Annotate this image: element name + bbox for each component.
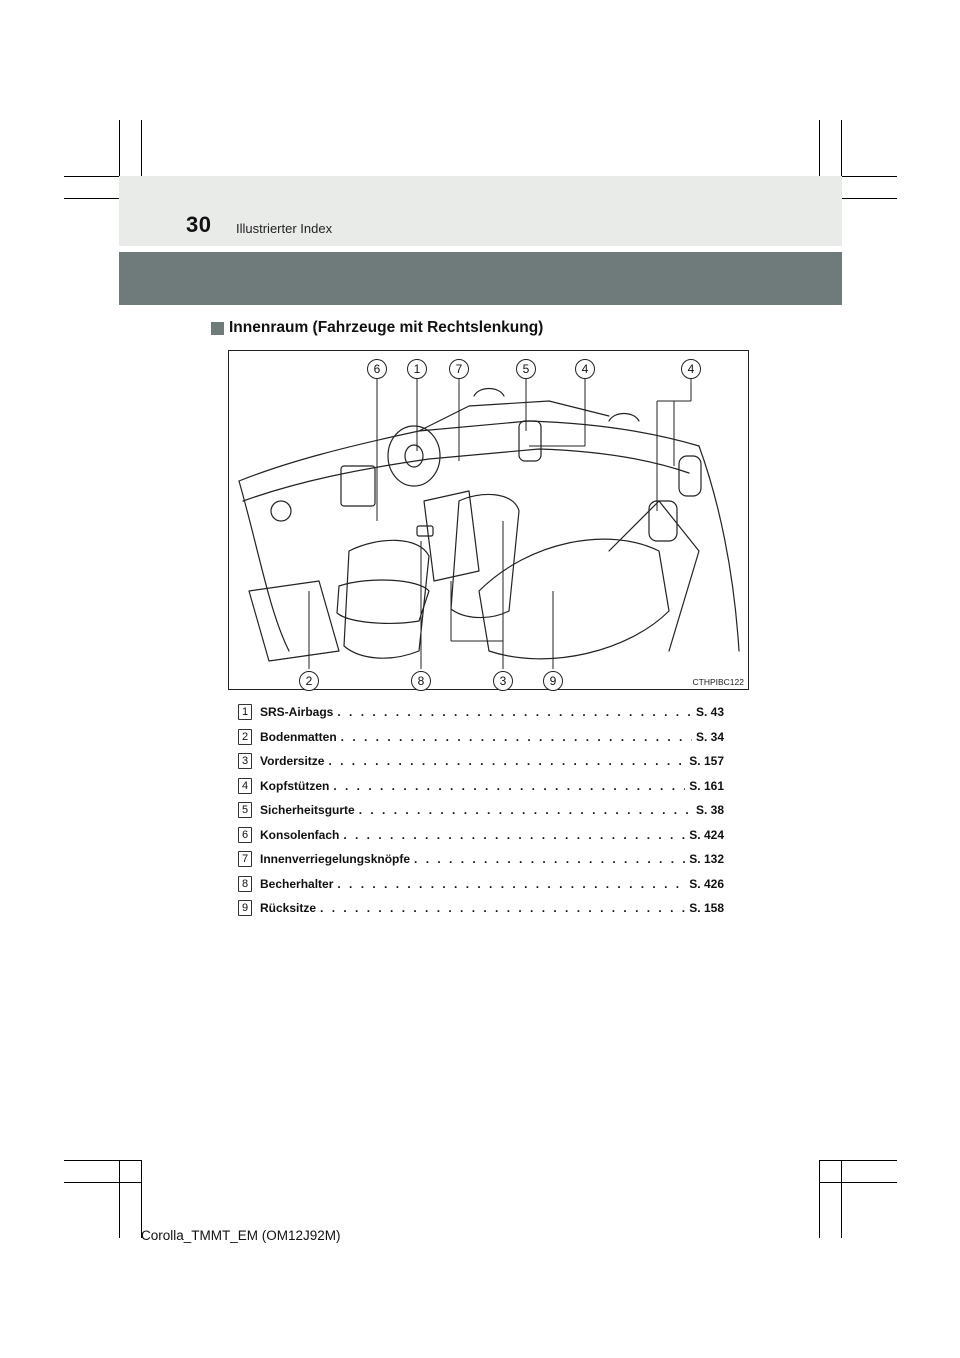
item-label: Konsolenfach [260,827,340,842]
index-item [238,751,724,771]
callout-number: 2 [299,671,319,691]
grab-handle [474,389,504,397]
floor-mat [249,581,339,661]
item-label: Kopfstützen [260,778,330,793]
item-number-badge: 5 [238,802,252,818]
dot-leader [359,803,692,817]
passenger-seat-back [344,540,429,658]
steering-wheel [388,426,440,486]
section-heading [211,319,543,337]
callout-number: 4 [681,359,701,379]
page-number: 30 [186,212,212,237]
rear-seat-back [609,501,699,651]
item-label: Vordersitze [260,754,325,768]
item-page-reference[interactable]: S. 157 [689,754,724,768]
crop-mark [841,1160,842,1238]
item-page-reference[interactable]: S. 132 [689,852,724,866]
dot-leader [328,754,685,768]
index-item [238,849,724,869]
index-item [238,898,724,918]
item-number-badge: 6 [238,827,252,843]
item-number-badge: 3 [238,753,252,769]
item-label: Rücksitze [260,901,317,915]
callout-number: 7 [449,359,469,379]
dot-leader [414,852,685,866]
callout-number: 1 [407,359,427,379]
index-item [238,727,724,747]
item-label: SRS-Airbags [260,705,334,719]
crop-mark [819,1160,897,1161]
crop-mark [64,1160,142,1161]
item-page-reference[interactable]: S. 34 [695,729,724,744]
header-title: Illustrierter Index [236,221,333,236]
driver-seat-cushion [337,580,429,623]
callout-number: 8 [411,671,431,691]
crop-mark [141,1160,142,1238]
cup-holder [417,526,433,536]
dot-leader [337,877,685,891]
driver-seat-back [451,494,519,617]
index-item [238,825,724,845]
crop-mark [119,1160,120,1238]
dashboard-lower [243,449,689,501]
air-vent-left [271,501,291,521]
item-label: Sicherheitsgurte [260,803,355,817]
section-heading-text: Innenraum (Fahrzeuge mit Rechtslenkung) [229,319,544,336]
callout-number: 6 [367,359,387,379]
item-number-badge: 1 [238,704,252,720]
item-page-reference[interactable]: S. 426 [689,876,724,891]
dot-leader [341,730,692,744]
dot-leader [320,901,685,915]
car-interior-drawing [229,351,748,689]
rear-seat [479,539,669,659]
header-band [119,176,842,246]
rear-headrest [679,456,701,496]
item-number-badge: 4 [238,778,252,794]
crop-mark [819,1160,820,1238]
callout-number: 9 [543,671,563,691]
steering-hub [405,445,423,467]
item-label: Bodenmatten [260,729,337,744]
index-item [238,874,724,894]
interior-illustration [228,350,749,690]
footer-text: Corolla_TMMT_EM (OM12J92M) [141,1228,341,1243]
item-label: Becherhalter [260,876,334,891]
dot-leader [343,828,685,842]
item-page-reference[interactable]: S. 158 [689,901,724,915]
callout-number: 3 [493,671,513,691]
front-headrest [519,421,541,461]
item-page-reference[interactable]: S. 38 [695,803,724,817]
figure-code: CTHPIBC122 [692,677,744,687]
grab-handle [609,414,639,422]
windshield-edge [419,401,609,431]
left-door [239,481,289,651]
section-bar [119,252,842,305]
item-page-reference[interactable]: S. 424 [689,827,724,842]
center-display [341,466,375,506]
index-item [238,800,724,820]
index-item [238,702,724,722]
dashboard-outline [239,421,699,481]
dot-leader [333,779,685,793]
crop-mark [64,1182,142,1183]
dot-leader [337,705,692,719]
callout-number: 4 [575,359,595,379]
right-door [699,446,739,651]
index-item [238,776,724,796]
item-number-badge: 2 [238,729,252,745]
item-number-badge: 7 [238,851,252,867]
callout-number: 5 [516,359,536,379]
item-number-badge: 8 [238,876,252,892]
item-number-badge: 9 [238,900,252,916]
crop-mark [819,1182,897,1183]
item-page-reference[interactable]: S. 43 [695,705,724,719]
section-bullet-icon [211,322,224,335]
item-page-reference[interactable]: S. 161 [689,778,724,793]
item-label: Innenverriegelungsknöpfe [260,852,411,866]
